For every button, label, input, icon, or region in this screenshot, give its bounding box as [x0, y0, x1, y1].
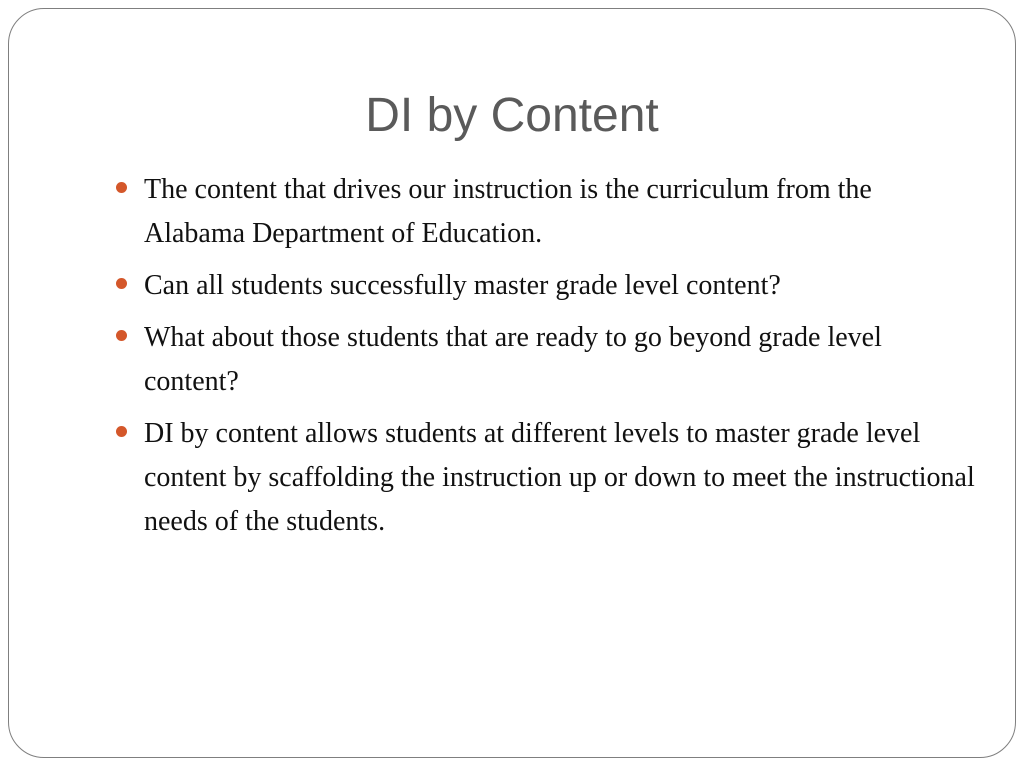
bullet-text: The content that drives our instruction is the curriculum from the Alabama Department of Education.	[144, 174, 872, 249]
bullet-dot-icon	[116, 330, 127, 341]
bullet-dot-icon	[116, 278, 127, 289]
bullet-text: What about those students that are ready to go beyond grade level content?	[144, 322, 882, 397]
bullet-dot-icon	[116, 426, 127, 437]
bullet-text: Can all students successfully master grade level content?	[144, 270, 781, 301]
list-item	[116, 412, 976, 544]
list-item	[116, 316, 976, 404]
bullet-text: DI by content allows students at different levels to master grade level content by scaffolding the instruction up or down to meet the instructional needs of the students.	[144, 418, 975, 537]
bullet-list	[116, 168, 976, 552]
list-item	[116, 264, 976, 308]
list-item	[116, 168, 976, 256]
bullet-dot-icon	[116, 182, 127, 193]
slide-title: DI by Content	[365, 89, 659, 142]
